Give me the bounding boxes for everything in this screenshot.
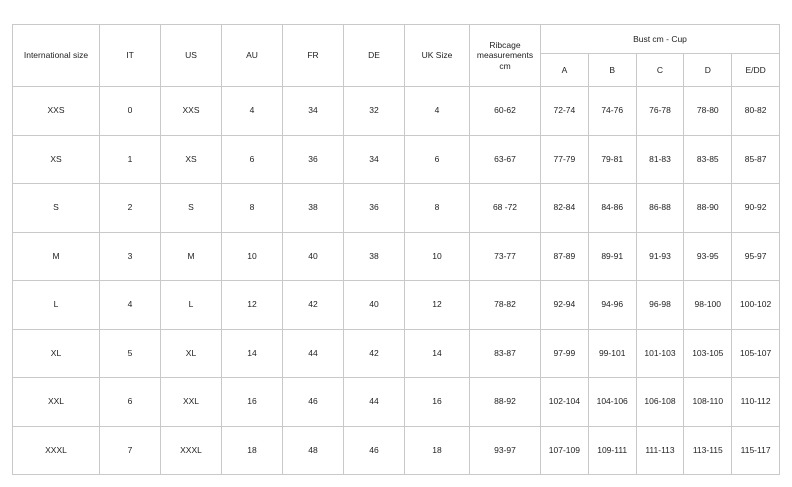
cell-it: 5 bbox=[100, 329, 161, 378]
cell-de: 34 bbox=[344, 135, 405, 184]
cell-au: 12 bbox=[222, 281, 283, 330]
column-header-us: US bbox=[161, 25, 222, 87]
cell-us: S bbox=[161, 184, 222, 233]
column-header-it: IT bbox=[100, 25, 161, 87]
cell-cup-a: 72-74 bbox=[541, 87, 589, 136]
column-header-cup-a: A bbox=[541, 54, 589, 87]
cell-de: 36 bbox=[344, 184, 405, 233]
cell-cup-d: 88-90 bbox=[684, 184, 732, 233]
cell-it: 3 bbox=[100, 232, 161, 281]
cell-it: 4 bbox=[100, 281, 161, 330]
cell-cup-a: 77-79 bbox=[541, 135, 589, 184]
cell-uk-size: 4 bbox=[405, 87, 470, 136]
cell-international-size: XXL bbox=[13, 378, 100, 427]
cell-us: XL bbox=[161, 329, 222, 378]
cell-cup-c: 86-88 bbox=[636, 184, 684, 233]
cell-uk-size: 6 bbox=[405, 135, 470, 184]
cell-cup-e-dd: 105-107 bbox=[732, 329, 780, 378]
cell-cup-e-dd: 115-117 bbox=[732, 426, 780, 475]
cell-de: 44 bbox=[344, 378, 405, 427]
cell-ribcage: 93-97 bbox=[470, 426, 541, 475]
cell-fr: 48 bbox=[283, 426, 344, 475]
size-conversion-table bbox=[12, 24, 780, 475]
cell-it: 2 bbox=[100, 184, 161, 233]
cell-au: 10 bbox=[222, 232, 283, 281]
cell-cup-e-dd: 85-87 bbox=[732, 135, 780, 184]
cell-au: 8 bbox=[222, 184, 283, 233]
cell-cup-d: 93-95 bbox=[684, 232, 732, 281]
table-row bbox=[13, 426, 780, 475]
cell-cup-c: 96-98 bbox=[636, 281, 684, 330]
column-header-cup-c: C bbox=[636, 54, 684, 87]
cell-cup-b: 94-96 bbox=[588, 281, 636, 330]
column-header-ribcage-measurements: Ribcage measurements cm bbox=[470, 25, 541, 87]
cell-fr: 34 bbox=[283, 87, 344, 136]
cell-cup-c: 91-93 bbox=[636, 232, 684, 281]
table-body bbox=[13, 87, 780, 475]
cell-cup-a: 107-109 bbox=[541, 426, 589, 475]
cell-cup-e-dd: 80-82 bbox=[732, 87, 780, 136]
column-header-de: DE bbox=[344, 25, 405, 87]
table-row bbox=[13, 378, 780, 427]
column-header-au: AU bbox=[222, 25, 283, 87]
cell-cup-c: 101-103 bbox=[636, 329, 684, 378]
cell-cup-a: 82-84 bbox=[541, 184, 589, 233]
cell-fr: 38 bbox=[283, 184, 344, 233]
table-row bbox=[13, 87, 780, 136]
column-header-cup-b: B bbox=[588, 54, 636, 87]
cell-fr: 40 bbox=[283, 232, 344, 281]
table-row bbox=[13, 329, 780, 378]
cell-it: 6 bbox=[100, 378, 161, 427]
cell-cup-d: 78-80 bbox=[684, 87, 732, 136]
column-header-bust-cup-group: Bust cm - Cup bbox=[541, 25, 780, 54]
cell-it: 7 bbox=[100, 426, 161, 475]
cell-us: XXS bbox=[161, 87, 222, 136]
table-header bbox=[13, 25, 780, 87]
cell-international-size: XXS bbox=[13, 87, 100, 136]
cell-cup-d: 83-85 bbox=[684, 135, 732, 184]
cell-au: 4 bbox=[222, 87, 283, 136]
cell-ribcage: 63-67 bbox=[470, 135, 541, 184]
cell-uk-size: 8 bbox=[405, 184, 470, 233]
cell-de: 38 bbox=[344, 232, 405, 281]
cell-it: 0 bbox=[100, 87, 161, 136]
cell-us: M bbox=[161, 232, 222, 281]
cell-ribcage: 78-82 bbox=[470, 281, 541, 330]
cell-cup-b: 104-106 bbox=[588, 378, 636, 427]
table-header-row-primary bbox=[13, 25, 780, 54]
cell-cup-c: 76-78 bbox=[636, 87, 684, 136]
cell-au: 14 bbox=[222, 329, 283, 378]
cell-uk-size: 10 bbox=[405, 232, 470, 281]
cell-cup-d: 98-100 bbox=[684, 281, 732, 330]
cell-cup-c: 81-83 bbox=[636, 135, 684, 184]
cell-cup-e-dd: 95-97 bbox=[732, 232, 780, 281]
cell-cup-b: 89-91 bbox=[588, 232, 636, 281]
cell-ribcage: 60-62 bbox=[470, 87, 541, 136]
cell-de: 32 bbox=[344, 87, 405, 136]
cell-au: 16 bbox=[222, 378, 283, 427]
cell-us: XS bbox=[161, 135, 222, 184]
cell-au: 6 bbox=[222, 135, 283, 184]
column-header-international-size: International size bbox=[13, 25, 100, 87]
column-header-fr: FR bbox=[283, 25, 344, 87]
cell-us: XXXL bbox=[161, 426, 222, 475]
cell-de: 40 bbox=[344, 281, 405, 330]
cell-cup-a: 97-99 bbox=[541, 329, 589, 378]
cell-ribcage: 73-77 bbox=[470, 232, 541, 281]
cell-cup-c: 106-108 bbox=[636, 378, 684, 427]
cell-cup-c: 111-113 bbox=[636, 426, 684, 475]
column-header-cup-e-dd: E/DD bbox=[732, 54, 780, 87]
cell-uk-size: 16 bbox=[405, 378, 470, 427]
cell-cup-a: 92-94 bbox=[541, 281, 589, 330]
cell-fr: 36 bbox=[283, 135, 344, 184]
cell-cup-e-dd: 110-112 bbox=[732, 378, 780, 427]
cell-cup-d: 108-110 bbox=[684, 378, 732, 427]
table-row bbox=[13, 184, 780, 233]
cell-us: XXL bbox=[161, 378, 222, 427]
cell-uk-size: 18 bbox=[405, 426, 470, 475]
table-row bbox=[13, 281, 780, 330]
cell-international-size: L bbox=[13, 281, 100, 330]
cell-fr: 46 bbox=[283, 378, 344, 427]
cell-ribcage: 68 -72 bbox=[470, 184, 541, 233]
cell-cup-e-dd: 100-102 bbox=[732, 281, 780, 330]
cell-international-size: XL bbox=[13, 329, 100, 378]
cell-cup-d: 103-105 bbox=[684, 329, 732, 378]
cell-cup-b: 109-111 bbox=[588, 426, 636, 475]
column-header-cup-d: D bbox=[684, 54, 732, 87]
cell-cup-b: 84-86 bbox=[588, 184, 636, 233]
cell-cup-d: 113-115 bbox=[684, 426, 732, 475]
cell-international-size: XXXL bbox=[13, 426, 100, 475]
cell-uk-size: 12 bbox=[405, 281, 470, 330]
cell-fr: 42 bbox=[283, 281, 344, 330]
cell-fr: 44 bbox=[283, 329, 344, 378]
cell-cup-a: 87-89 bbox=[541, 232, 589, 281]
cell-cup-e-dd: 90-92 bbox=[732, 184, 780, 233]
cell-cup-a: 102-104 bbox=[541, 378, 589, 427]
cell-cup-b: 79-81 bbox=[588, 135, 636, 184]
column-header-uk-size: UK Size bbox=[405, 25, 470, 87]
cell-ribcage: 88-92 bbox=[470, 378, 541, 427]
cell-international-size: XS bbox=[13, 135, 100, 184]
cell-international-size: S bbox=[13, 184, 100, 233]
cell-us: L bbox=[161, 281, 222, 330]
cell-international-size: M bbox=[13, 232, 100, 281]
table-row bbox=[13, 232, 780, 281]
cell-uk-size: 14 bbox=[405, 329, 470, 378]
cell-au: 18 bbox=[222, 426, 283, 475]
cell-ribcage: 83-87 bbox=[470, 329, 541, 378]
cell-it: 1 bbox=[100, 135, 161, 184]
cell-de: 46 bbox=[344, 426, 405, 475]
cell-cup-b: 99-101 bbox=[588, 329, 636, 378]
cell-cup-b: 74-76 bbox=[588, 87, 636, 136]
table-row bbox=[13, 135, 780, 184]
cell-de: 42 bbox=[344, 329, 405, 378]
